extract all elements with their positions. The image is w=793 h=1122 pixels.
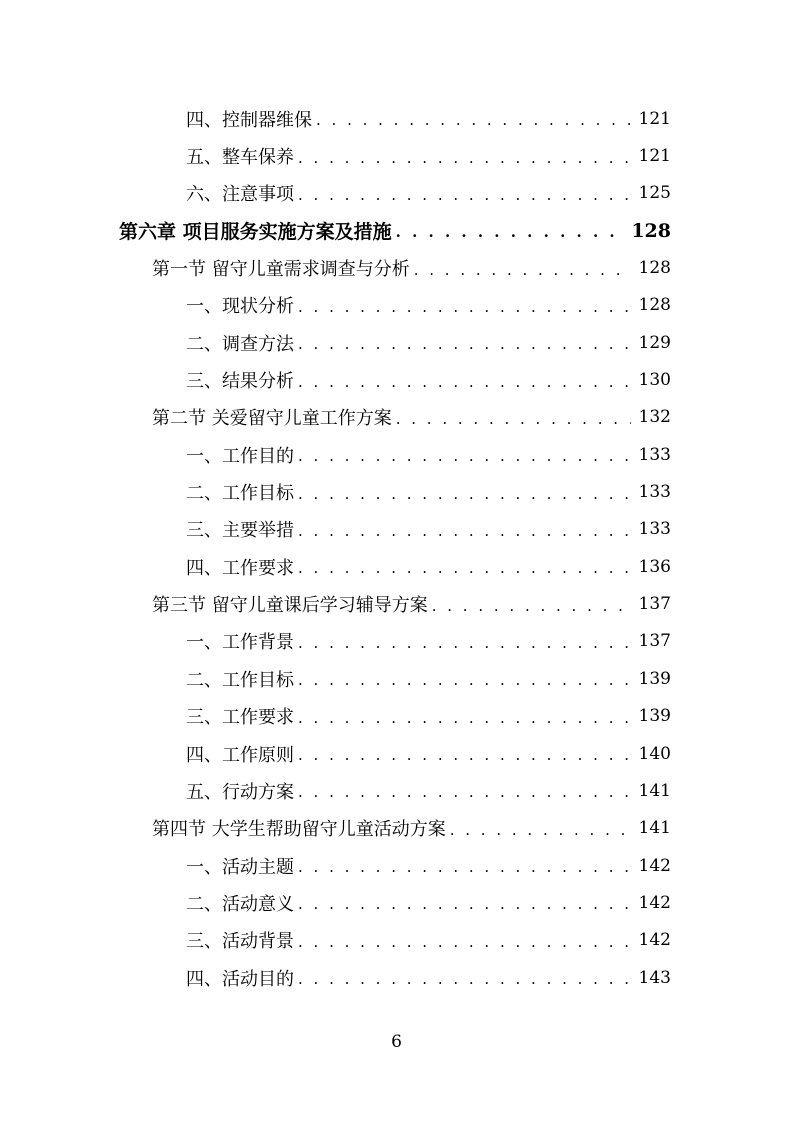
toc-entry-page-number: 137 — [638, 631, 671, 652]
toc-entry-page-number: 142 — [638, 855, 671, 876]
toc-entry-page-number: 121 — [638, 146, 671, 167]
toc-entry-item[interactable] — [0, 287, 793, 324]
toc-dot-leader — [450, 819, 631, 838]
toc-dot-leader — [298, 968, 631, 987]
toc-entry-title: 六、注意事项 — [186, 184, 294, 206]
toc-entry-section[interactable] — [0, 399, 793, 436]
toc-entry-page-number: 128 — [638, 295, 671, 316]
toc-entry-title: 四、工作原则 — [186, 744, 294, 766]
toc-entry-title: 三、工作要求 — [186, 707, 294, 729]
toc-dot-leader — [432, 595, 631, 614]
toc-dot-leader — [298, 632, 631, 651]
toc-entry-item[interactable] — [0, 922, 793, 959]
toc-entry-title: 四、活动目的 — [186, 968, 294, 990]
toc-dot-leader — [298, 669, 631, 688]
toc-entry-item[interactable] — [0, 511, 793, 548]
toc-entry-title: 第一节 留守儿童需求调查与分析 — [152, 259, 410, 281]
toc-entry-page-number: 128 — [638, 258, 671, 279]
toc-entry-page-number: 133 — [638, 482, 671, 503]
toc-entry-page-number: 139 — [638, 706, 671, 727]
toc-dot-leader — [298, 371, 631, 390]
toc-entry-page-number: 129 — [638, 332, 671, 353]
toc-dot-leader — [298, 483, 631, 502]
toc-entry-page-number: 133 — [638, 519, 671, 540]
toc-entry-item[interactable] — [0, 436, 793, 473]
toc-dot-leader — [298, 707, 631, 726]
toc-entry-chapter[interactable] — [0, 212, 793, 249]
toc-entry-title: 第三节 留守儿童课后学习辅导方案 — [152, 595, 428, 617]
toc-entry-title: 第六章 项目服务实施方案及措施 — [119, 221, 392, 244]
toc-entry-item[interactable] — [0, 473, 793, 510]
toc-entry-page-number: 141 — [638, 818, 671, 839]
toc-entry-title: 四、控制器维保 — [186, 109, 312, 131]
toc-entry-title: 四、工作要求 — [186, 557, 294, 579]
toc-entry-title: 三、结果分析 — [186, 371, 294, 393]
toc-entry-title: 第四节 大学生帮助留守儿童活动方案 — [152, 819, 446, 841]
toc-entry-page-number: 141 — [638, 780, 671, 801]
toc-entry-item[interactable] — [0, 548, 793, 585]
toc-entry-item[interactable] — [0, 698, 793, 735]
toc-entry-item[interactable] — [0, 772, 793, 809]
toc-entry-item[interactable] — [0, 660, 793, 697]
toc-entry-item[interactable] — [0, 735, 793, 772]
toc-entry-title: 五、整车保养 — [186, 147, 294, 169]
toc-entry-title: 五、行动方案 — [186, 781, 294, 803]
toc-entry-page-number: 140 — [638, 743, 671, 764]
toc-entry-item[interactable] — [0, 884, 793, 921]
toc-entry-page-number: 142 — [638, 892, 671, 913]
toc-dot-leader — [316, 109, 631, 128]
toc-dot-leader — [298, 856, 631, 875]
toc-entry-title: 二、工作目标 — [186, 669, 294, 691]
toc-entry-item[interactable] — [0, 959, 793, 996]
toc-dot-leader — [414, 259, 631, 278]
toc-dot-leader — [298, 296, 631, 315]
toc-entry-page-number: 121 — [638, 108, 671, 129]
toc-dot-leader — [298, 931, 631, 950]
toc-entry-item[interactable] — [0, 137, 793, 174]
toc-entry-page-number: 132 — [638, 407, 671, 428]
toc-dot-leader — [298, 557, 631, 576]
toc-entry-page-number: 130 — [638, 370, 671, 391]
toc-entry-title: 第二节 关爱留守儿童工作方案 — [152, 408, 392, 430]
table-of-contents — [0, 100, 793, 996]
toc-entry-page-number: 136 — [638, 556, 671, 577]
toc-entry-page-number: 128 — [631, 219, 671, 242]
toc-entry-page-number: 142 — [638, 930, 671, 951]
toc-entry-title: 一、活动主题 — [186, 856, 294, 878]
toc-entry-section[interactable] — [0, 249, 793, 286]
toc-entry-page-number: 137 — [638, 594, 671, 615]
toc-entry-title: 一、工作背景 — [186, 632, 294, 654]
toc-entry-title: 一、现状分析 — [186, 296, 294, 318]
toc-entry-title: 二、调查方法 — [186, 333, 294, 355]
toc-entry-title: 一、工作目的 — [186, 445, 294, 467]
toc-entry-section[interactable] — [0, 585, 793, 622]
toc-entry-item[interactable] — [0, 100, 793, 137]
toc-dot-leader — [298, 184, 631, 203]
toc-entry-title: 三、活动背景 — [186, 931, 294, 953]
toc-dot-leader — [298, 893, 631, 912]
toc-entry-item[interactable] — [0, 847, 793, 884]
toc-entry-title: 二、活动意义 — [186, 893, 294, 915]
toc-entry-page-number: 125 — [638, 183, 671, 204]
toc-dot-leader — [298, 781, 631, 800]
toc-entry-title: 二、工作目标 — [186, 483, 294, 505]
toc-entry-item[interactable] — [0, 324, 793, 361]
toc-entry-page-number: 133 — [638, 444, 671, 465]
page-number: 6 — [391, 1032, 402, 1052]
toc-dot-leader — [298, 147, 631, 166]
toc-entry-item[interactable] — [0, 175, 793, 212]
toc-dot-leader — [298, 333, 631, 352]
toc-dot-leader — [298, 744, 631, 763]
toc-dot-leader — [298, 520, 631, 539]
toc-entry-page-number: 143 — [638, 967, 671, 988]
toc-dot-leader — [396, 408, 631, 427]
toc-dot-leader — [298, 445, 631, 464]
toc-entry-page-number: 139 — [638, 668, 671, 689]
toc-entry-section[interactable] — [0, 810, 793, 847]
toc-entry-title: 三、主要举措 — [186, 520, 294, 542]
toc-entry-item[interactable] — [0, 361, 793, 398]
toc-entry-item[interactable] — [0, 623, 793, 660]
toc-dot-leader — [396, 221, 624, 240]
